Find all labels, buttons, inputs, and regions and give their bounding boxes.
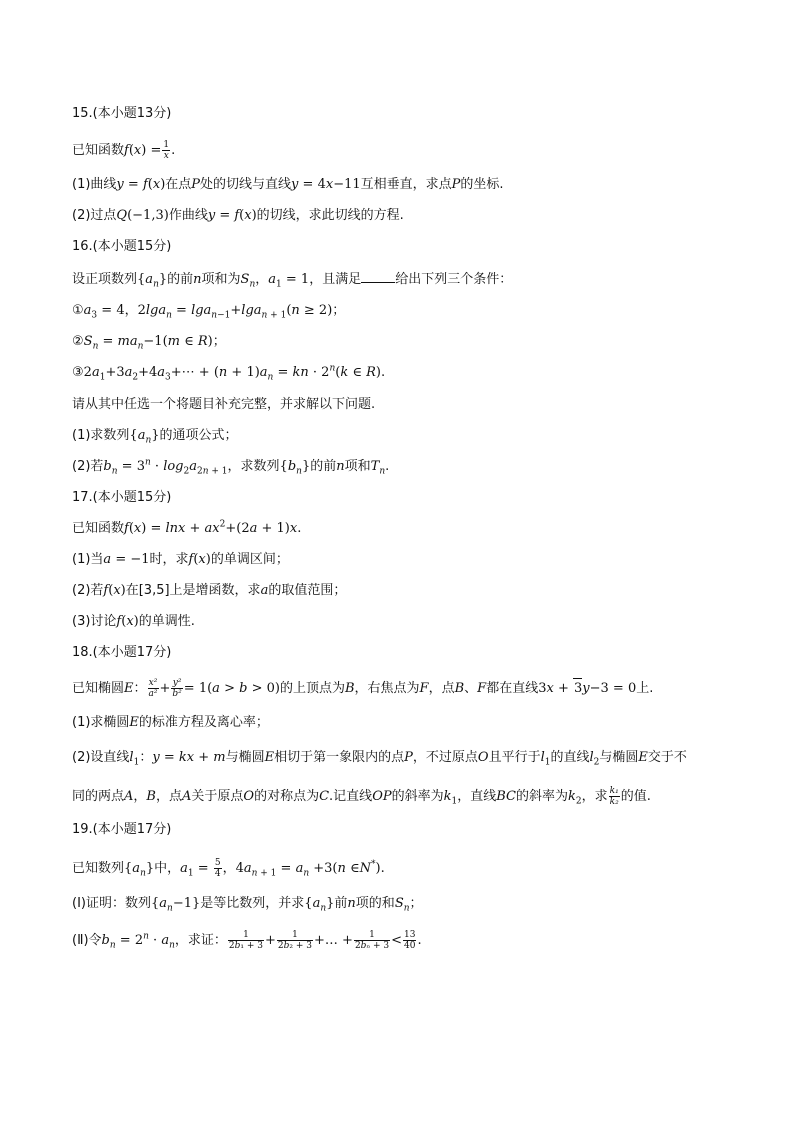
q16-condition-3: $③2a_1+3a_2+4a_3+\cdots + (n + 1)a_n$ = kn · $2^n(k$ ∈ R). [72, 363, 386, 383]
q19-stem: 已知数列$\{a_n\}$中，$a_1$ = $\frac{5}{4}$ ，$4a_n$ $_{+ 1} = a_n +3(n$ ∈N*). [72, 858, 385, 879]
q16-part2: (2)若$b_n = 3^n \cdot \log_2a_{2n}$ $_{+ 1}$，求数列$\{b_n\}$的前n项和$T_n$. [72, 457, 390, 477]
q19-part2: (Ⅱ)令$b_n = 2^n \cdot a_n$，求证： $\frac{1}{\text{2b₁ + 3}}$ + $\frac{1}{\text{2b₂ + 3}}$ +… + $\frac{1}{\text{2bₙ + 3}}$ < $\frac{13}{40}$ . [72, 930, 422, 951]
q17-part2: (2)若f(x)在[3,5]上是增函数，求a的取值范围； [72, 583, 347, 598]
q16-instruction: 请从其中任选一个将题目补充完整，并求解以下问题. [72, 397, 376, 412]
q18-part1: (1)求椭圆E的标准方程及离心率； [72, 715, 269, 730]
q17-part3: (3)讨论f(x)的单调性. [72, 614, 195, 629]
q19-header: 19.(本小题17分) [72, 822, 172, 837]
q15-header: 15.(本小题13分) [72, 106, 172, 121]
q16-header: 16.(本小题15分) [72, 239, 172, 254]
q15-stem: 已知函数f(x) = $\frac{1}{x}$ . [72, 140, 176, 161]
q18-stem: 已知椭圆E： $\frac{\text{x²}}{\text{a²}}$ + $\frac{\text{y²}}{\text{b²}}$ = 1(a > b > 0)的上顶点为B，右焦点为F，点B、F都在直线3x + 3y−3 = 0上. [72, 678, 654, 699]
q16-condition-2: $②S_n = ma_n-1(m$ ∈ R)； [72, 334, 226, 352]
q15-part2: (2)过点Q(−1,3)作曲线y = f(x)的切线，求此切线的方程. [72, 208, 404, 223]
q18-header: 18.(本小题17分) [72, 645, 172, 660]
q16-condition-1: $①a_3 = 4$，2lga$_n$ = lga$_{n-1}$+lga$_n$ $_{+ 1}$(n ≥ 2)； [72, 303, 346, 321]
q17-part1: (1)当a = −1时，求f(x)的单调区间； [72, 552, 289, 567]
q18-part2-line2: 同的两点A，B，点A关于原点O的对称点为C.记直线OP的斜率为$k_1$，直线BC的斜率为$k_2$，求 $\frac{\text{k₁}}{\text{k₂}}$ 的值. [72, 786, 651, 807]
q18-part2-line1: (2)设直线$l_1$：y = kx + m与椭圆E相切于第一象限内的点P，不过原点O且平行于$l_1$的直线$l_2$与椭圆E交于不 [72, 750, 687, 768]
q17-stem: 已知函数$f(x) = \ln x + ax^2+(2a + 1)x$. [72, 519, 302, 536]
q17-header: 17.(本小题15分) [72, 490, 172, 505]
q16-part1: (1)求数列$\{a_n\}$的通项公式； [72, 428, 238, 446]
fill-in-blank [361, 270, 395, 283]
q19-part1: (Ⅰ)证明：数列$\{a_n-1\}$是等比数列，并求$\{a_n\}$前n项的和$S_n$； [72, 896, 423, 914]
q15-part1: (1)曲线y = f(x)在点P处的切线与直线y = 4x−11互相垂直，求点P的坐标. [72, 177, 504, 192]
q16-stem: 设正项数列$\{a_n\}$的前n项和为$S_n$，$a_1 = 1$，且满足 给出下列三个条件： [72, 272, 513, 290]
